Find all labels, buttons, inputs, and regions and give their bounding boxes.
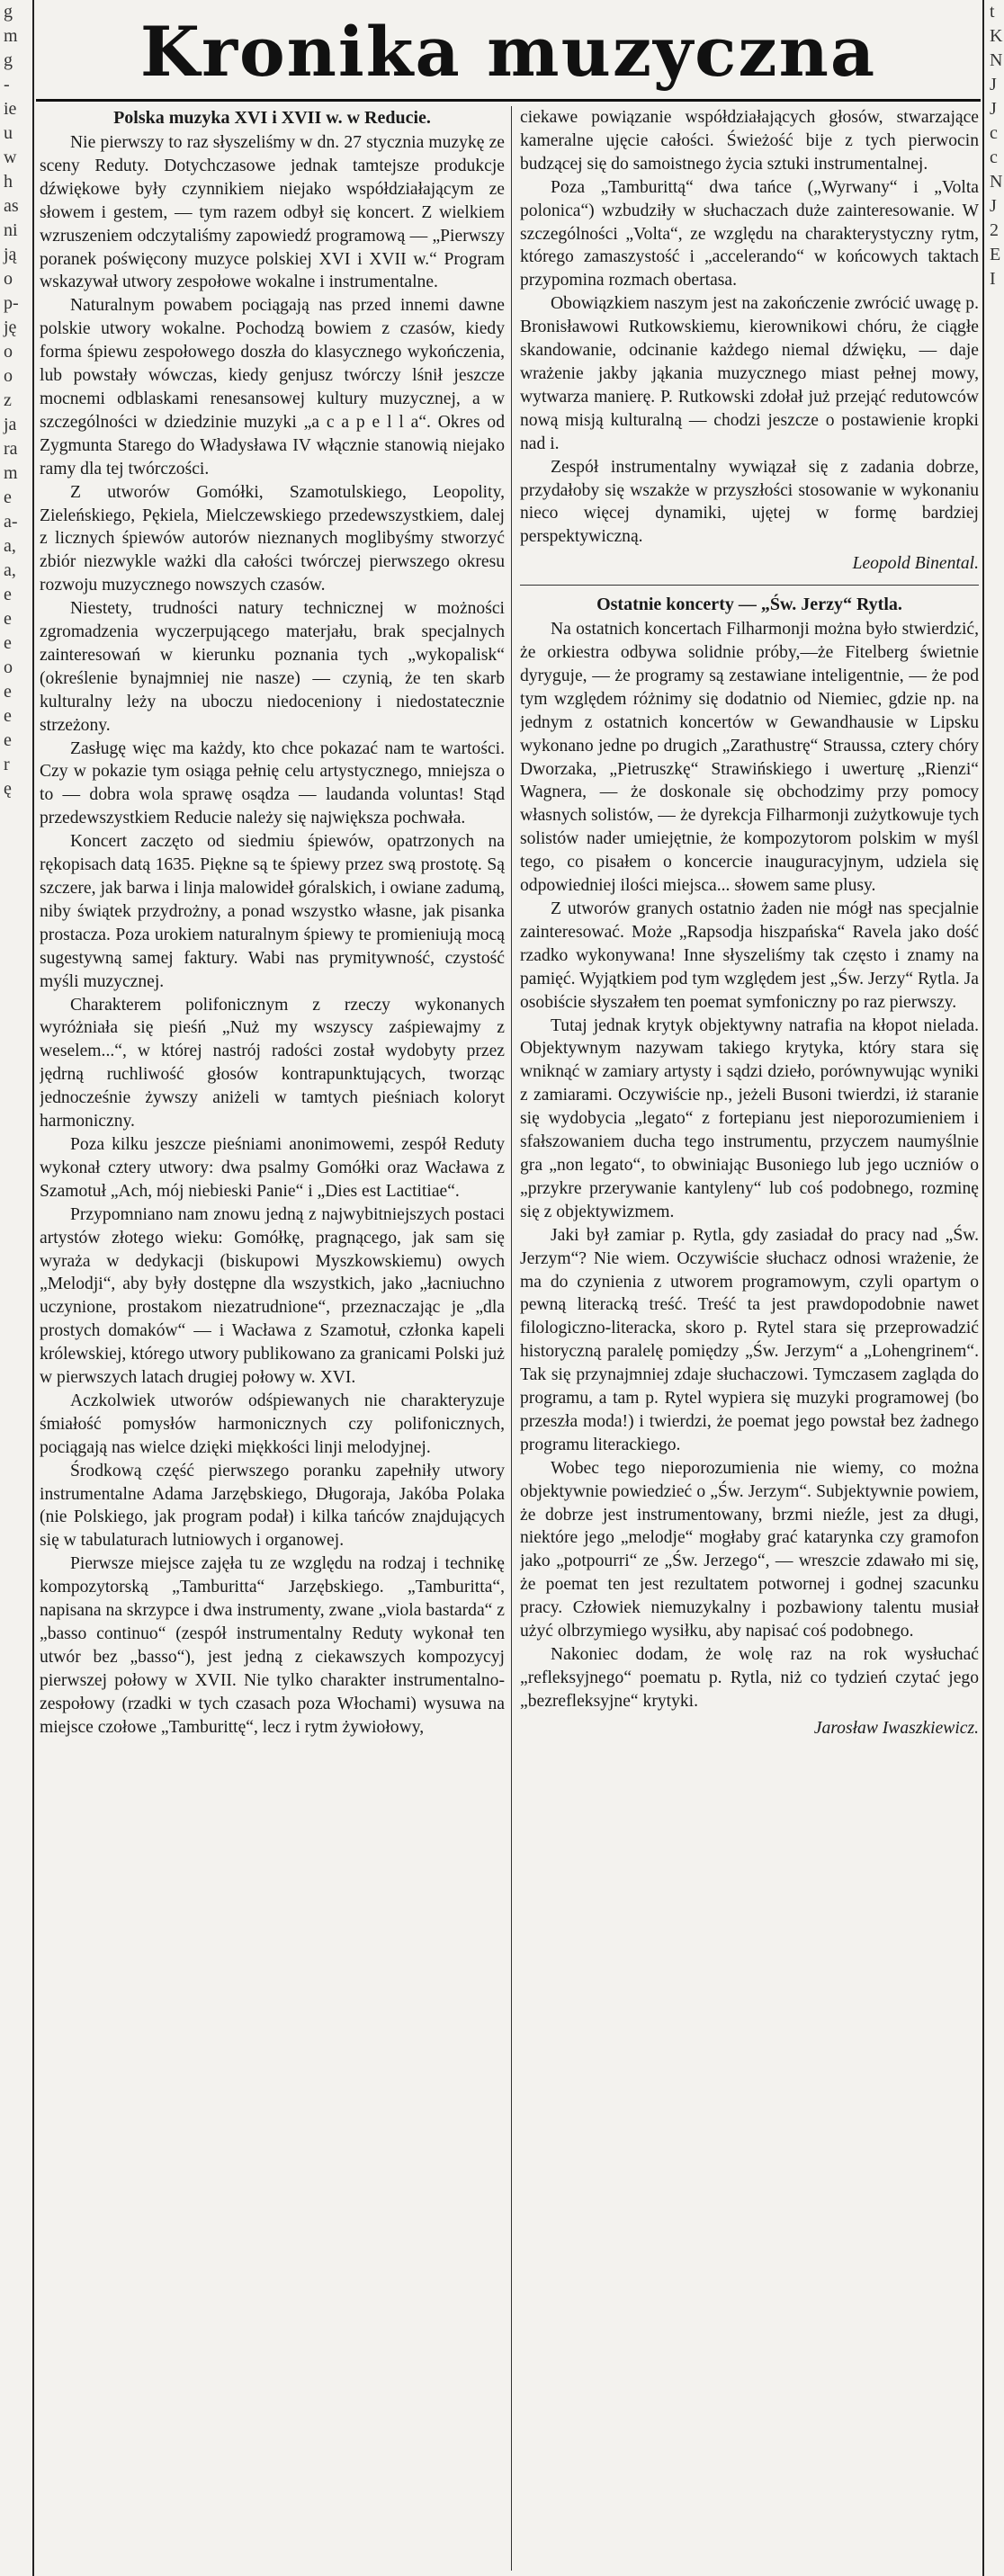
article1-heading: Polska muzyka XVI i XVII w. w Reducie. bbox=[113, 108, 431, 128]
column-divider bbox=[511, 106, 512, 2571]
article1-paragraph: Charakterem polifonicznym z rzeczy wykonanych wyróżniała się pieśń „Nuż my wszyscy zaśpiewajmy z weselem...“, w której nastrój radości został wydobyty przez jędrną ruchliwość głosów kontrapunktujących, tworząc jednocześnie żywszy aniżeli w tamtych pieśniach koloryt harmoniczny. bbox=[40, 995, 505, 1131]
margin-fragment: J bbox=[990, 196, 997, 216]
article2-heading: Ostatnie koncerty — „Św. Jerzy“ Rytla. bbox=[596, 595, 902, 615]
article1-paragraph: Niestety, trudności natury technicznej w możności zgromadzenia wyczerpującego materjału, brak specjalnych zainteresowań w kierunku poznania tych „wykopalisk“ (określenie bynajmniej nie nasze) — czynią, że ten skarb kulturalny leży na uboczu niedoceniony i niedostatecznie strzeżony. bbox=[40, 599, 505, 735]
margin-fragment: o bbox=[4, 342, 13, 362]
margin-fragment: e bbox=[4, 682, 12, 702]
article1-paragraph: Nie pierwszy to raz słyszeliśmy w dn. 27 stycznia muzykę ze sceny Reduty. Dotychczasowe jednak tamtejsze produkcje dźwiękowe były czynnikiem niejako współdziałającym ze słowem i gestem, — tym razem odbył się koncert. Z wielkiem wzruszeniem odczytaliśmy zapowiedź programową — „Pierwszy poranek poświęcony muzyce polskiej XVI i XVII w.“ Program wskazywał utwory zespołowe wokalne i instrumentalne. bbox=[40, 133, 505, 292]
margin-fragment: I bbox=[990, 269, 996, 289]
margin-fragment: as bbox=[4, 196, 19, 216]
article1-paragraph: Przypomniano nam znowu jedną z najwybitniejszych postaci artystów złotego wieku: Gomółkę, pragnącego, jak sam się wyraża w dedykacji (biskupowi Myszkowskiemu) owych „Melodji“, aby były dostępne dla wszystkich, jako „łacniuchno uczynione, prostakom niezatrudnione“, przeznaczając je „dla prostych domaków“ — i Wacława z Szamotuł, członka kapeli królewskiej, którego utwory publikowano za granicami Polski już w pierwszych latach drugiej połowy w. XVI. bbox=[40, 1204, 505, 1388]
right-margin-strip bbox=[982, 0, 1004, 2576]
margin-fragment: t bbox=[990, 2, 995, 22]
margin-fragment: J bbox=[990, 75, 997, 94]
article-separator bbox=[520, 585, 979, 586]
margin-fragment: u bbox=[4, 123, 13, 143]
margin-fragment: a, bbox=[4, 560, 16, 580]
margin-fragment: K bbox=[990, 26, 1003, 46]
margin-fragment: ie bbox=[4, 99, 17, 119]
margin-fragment: a, bbox=[4, 536, 16, 556]
margin-fragment: c bbox=[990, 123, 998, 143]
margin-fragment: w bbox=[4, 148, 17, 167]
margin-fragment: e bbox=[4, 487, 12, 507]
margin-fragment: ę bbox=[4, 779, 12, 799]
margin-fragment: N bbox=[990, 172, 1003, 192]
article1-paragraph: Naturalnym powabem pociągają nas przed innemi dawne polskie utwory wokalne. Pochodzą bowiem z czasów, kiedy forma śpiewu zespołowego doszła do klasycznego wykończenia, lub powstały wówczas, kiedy genjusz twórczy lśnił jeszcze mocnemi odblaskami renesansowej kultury muzycznej, a w szczególności w dziedzinie muzyki „a c a p e l l a“. Okres od Zygmunta Starego do Władysława IV włącznie stanowią niejako ramy dla tej twórczości. bbox=[40, 296, 505, 479]
margin-fragment: a- bbox=[4, 512, 18, 532]
article1-paragraph: Zespół instrumentalny wywiązał się z zadania dobrze, przydałoby się wszakże w przyszłości stosowanie w wykonaniu nieco więcej dynamiki, ujętej w formę bardziej perspektywiczną. bbox=[520, 457, 979, 547]
article1-paragraph: Aczkolwiek utworów odśpiewanych nie charakteryzuje śmiałość pomysłów harmonicznych czy polifonicznych, pociągają nas wielce dzięki miękkości linji melodyjnej. bbox=[40, 1391, 505, 1457]
margin-fragment: ję bbox=[4, 318, 17, 337]
article2-paragraph: Na ostatnich koncertach Filharmonji można było stwierdzić, że orkiestra odbywa solidnie próby,—że Fitelberg świetnie dyryguje, — że programy są zestawiane inteligentnie, — że pod tym względem różnimy się dodatnio od Niemiec, gdzie np. na jednym z ostatnich koncertów w Gewandhausie w Lipsku wykonano jedne po drugich „Zarathustrę“ Straussa, cztery chóry Dworzaka, „Pietruszkę“ Strawińskiego i uwerturę „Rienzi“ Wagnera, — że doskonale się obchodzimy przy pomocy własnych solistów, — że dyrekcja Filharmonji zużytkowuje tych solistów nader umiejętnie, że kompozytorom polskim w myśl tego, co pisałem o koncercie inauguracyjnym, udziela się odpowiedniej ilości miejsca... słowem same plusy. bbox=[520, 620, 979, 896]
margin-fragment: o bbox=[4, 657, 13, 677]
article1-paragraph: Pierwsze miejsce zajęła tu ze względu na rodzaj i technikę kompozytorską „Tamburitta“ Jarzębskiego. „Tamburitta“, napisana na skrzypce i dwa instrumenty, zwane „viola bastarda“ z „basso continuo“ (zespół instrumentalny Reduty wykonał ten utwór bez „basso“), jest jedną z ciekawszych kompozycyj pierwszej połowy w XVII. Nie tylko charakter instrumentalno-zespołowy (rzadki w tych czasach poza Włochami) wysuwa na miejsce czołowe „Tamburittę“, lecz i rytm żywiołowy, bbox=[40, 1554, 505, 1737]
left-column bbox=[40, 106, 505, 2571]
article1-paragraph: Zasługę więc ma każdy, kto chce pokazać nam te wartości. Czy w pokazie tym osiąga pełnię celu artystycznego, mniejsza o to — dobra wola sprawę osądza — laudanda voluntas! Stąd przedewszystkiem Reducie należy się największa pochwała. bbox=[40, 738, 505, 828]
article2-paragraph: Nakoniec dodam, że wolę raz na rok wysłuchać „refleksyjnego“ poematu p. Rytla, niż co tydzień czytać jego „bezrefleksyjne“ krytyki. bbox=[520, 1645, 979, 1711]
margin-fragment: g bbox=[4, 2, 13, 22]
article2-paragraph: Z utworów granych ostatnio żaden nie mógł nas specjalnie zainteresować. Może „Rapsodja hiszpańska“ Ravela jako dość rzadko wykonywana! Inne słyszeliśmy tak często i znamy na pamięć. Wyjątkiem pod tym względem jest „Św. Jerzy“ Rytla. Ja osobiście słyszałem ten poemat symfoniczny po raz pierwszy. bbox=[520, 899, 979, 1012]
margin-fragment: e bbox=[4, 609, 12, 629]
margin-fragment: m bbox=[4, 26, 18, 46]
article1-continuation bbox=[520, 106, 979, 549]
margin-fragment: r bbox=[4, 755, 10, 774]
margin-fragment: N bbox=[990, 50, 1003, 70]
article1-paragraph: Koncert zaczęto od siedmiu śpiewów, opatrzonych na rękopisach datą 1635. Piękne są te śpiewy przez swą prostotę. Są szczere, jak barwa i linja malowideł góralskich, i owiane zadumą, niby świątek przydrożny, a ponad wszystko własne, jak pisanka prostacza. Poza urokiem naturalnym śpiewy te promieniują mocą sugestywną samej faktury. Wabi nas prymitywność, czystość myśli muzycznej. bbox=[40, 832, 505, 991]
margin-fragment: ni bbox=[4, 220, 18, 240]
margin-fragment: z bbox=[4, 390, 12, 410]
article1-paragraph: Środkową część pierwszego poranku zapełniły utwory instrumentalne Adama Jarzębskiego, Długoraja, Jakóba Polaka (nie Polskiego, jak program podał) i kilka tańców znajdujących się w tabulaturach lutniowych i organowej. bbox=[40, 1461, 505, 1551]
left-margin-strip bbox=[0, 0, 34, 2576]
article1-body bbox=[40, 131, 505, 1740]
margin-fragment: ra bbox=[4, 439, 18, 459]
margin-fragment: e bbox=[4, 730, 12, 750]
article1-signature: Leopold Binental. bbox=[852, 554, 979, 574]
article2-paragraph: Tutaj jednak krytyk objektywny natrafia na kłopot nielada. Objektywnym nazywam takiego krytyka, który stara się wniknąć w zamiary artysty i sądzi dzieło, porównywując wyniki z zamiarami. Oczywiście np., jeżeli Busoni twierdzi, iż staranie się wydobycia „legato“ z fortepianu jest nieporozumieniem i sfałszowaniem ducha tego instrumentu, przyczem naumyślnie gra „non legato“, to obwiniając Busoniego lub jego uczniów o „przykre przerywanie kantyleny“ lub coś podobnego, rozminę się z objektywizmem. bbox=[520, 1015, 979, 1221]
article1-paragraph: Poza „Tamburittą“ dwa tańce („Wyrwany“ i „Volta polonica“) wzbudziły w słuchaczach duże zainteresowanie. W szczególności „Volta“, ze względu na charakterystyczny rytm, którego zamaszystość i „accelerando“ w końcowych taktach przypomina rozmach obertasa. bbox=[520, 177, 979, 291]
margin-fragment: m bbox=[4, 463, 18, 483]
margin-fragment: e bbox=[4, 585, 12, 604]
article1-paragraph: Z utworów Gomółki, Szamotulskiego, Leopolity, Zieleńskiego, Pękiela, Mielczewskiego przedewszystkiem, dalej z licznych śpiewów autorów nieznanych moglibyśmy stworzyć zbiór niezwykle ważki dla całości twórczej pierwszego okresu rozwoju muzycznego nowszych czasów. bbox=[40, 482, 505, 595]
margin-fragment: o bbox=[4, 366, 13, 386]
margin-fragment: h bbox=[4, 172, 13, 192]
margin-fragment: J bbox=[990, 99, 997, 119]
article2-paragraph: Jaki był zamiar p. Rytla, gdy zasiadał do pracy nad „Św. Jerzym“? Nie wiem. Oczywiście słuchacz odnosi wrażenie, że ma do czynienia z utworem programowym, czyli opartym o pewną literacką treść. Treść ta jest prawdopodobnie nawet filologiczno-literacka, skoro p. Rytel stara się przeprowadzić historyczną paralelę pomiędzy „Św. Jerzym“ a „Lohengrinem“. Tak się przynajmniej zdaje słuchaczowi. Tymczasem zagląda do programu, a tam p. Rytel wypiera się muzyki programowej (bo przeszła moda!) i twierdzi, że poemat jego powstał bez żadnego programu literackiego. bbox=[520, 1225, 979, 1454]
margin-fragment: ja bbox=[4, 415, 17, 434]
margin-fragment: 2 bbox=[990, 220, 999, 240]
margin-fragment: E bbox=[990, 245, 1001, 264]
masthead bbox=[36, 5, 981, 102]
margin-fragment: - bbox=[4, 75, 10, 94]
margin-fragment: e bbox=[4, 706, 12, 726]
right-column bbox=[520, 106, 979, 2571]
article2-body bbox=[520, 618, 979, 1713]
margin-fragment: c bbox=[990, 148, 998, 167]
article1-paragraph: Obowiązkiem naszym jest na zakończenie zwrócić uwagę p. Bronisławowi Rutkowskiemu, kierownikowi chóru, że ciągłe skandowanie, odcinanie każdego niemal dźwięku, — daje wrażenie jakby jąkania muzycznego miast pełnej mowy, wytwarza manierę. P. Rutkowski zdołał już przejąć redutowców nową misją kulturalną — chodzi jeszcze o postawienie kropki nad i. bbox=[520, 294, 979, 453]
margin-fragment: p- bbox=[4, 293, 19, 313]
article1-paragraph: ciekawe powiązanie współdziałających głosów, stwarzające kameralne ujęcie całości. Świeżość bije z tych pierwocin budzącej się do samoistnego życia sztuki instrumentalnej. bbox=[520, 108, 979, 174]
article2-signature: Jarosław Iwaszkiewicz. bbox=[813, 1718, 979, 1738]
margin-fragment: e bbox=[4, 633, 12, 653]
article2-paragraph: Wobec tego nieporozumienia nie wiemy, co można objektywnie powiedzieć o „Św. Jerzym“. Subjektywnie powiem, że dobrze jest instrumentowany, brzmi nieźle, jest za długi, niektóre jego „melodje“ mogłaby grać katarynka czy gramofon jako „potpourri“ ze „Św. Jerzego“, — wreszcie zdawało mi się, że poemat ten jest rezultatem potwornej i godnej szacunku pracy. Człowiek niemuzykalny i pozbawiony talentu musiał użyć olbrzymiego wysiłku, aby napisać coś podobnego. bbox=[520, 1458, 979, 1641]
margin-fragment: g bbox=[4, 50, 13, 70]
page-title: Kronika muzyczna bbox=[139, 12, 877, 92]
margin-fragment: ją bbox=[4, 245, 17, 264]
margin-fragment: o bbox=[4, 269, 13, 289]
article1-paragraph: Poza kilku jeszcze pieśniami anonimowemi, zespół Reduty wykonał cztery utwory: dwa psalmy Gomółki oraz Wacława z Szamotuł „Ach, mój niebieski Panie“ i „Dies est Lactitiae“. bbox=[40, 1134, 505, 1201]
